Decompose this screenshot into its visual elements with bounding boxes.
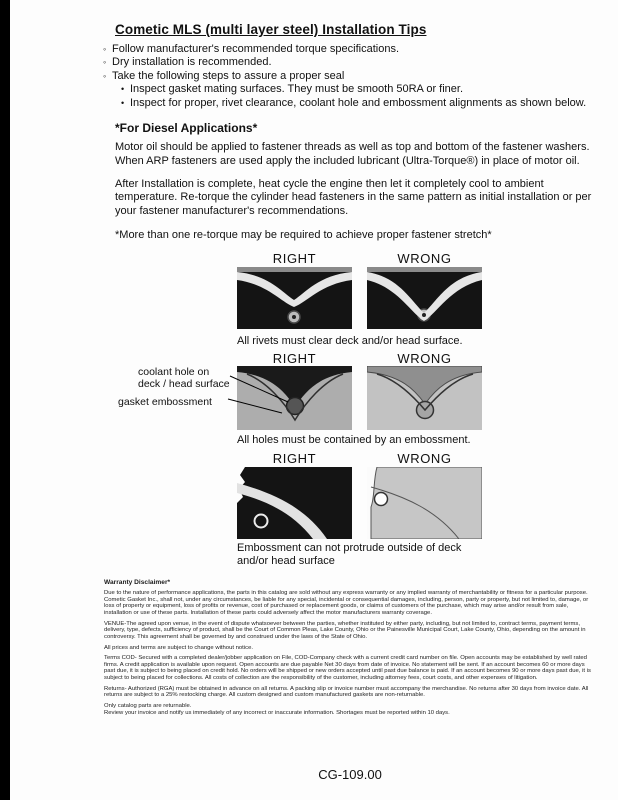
- diagram-caption-row2: All holes must be contained by an embossment.: [237, 433, 471, 446]
- list-item: [103, 70, 595, 82]
- diagram-section: [0, 249, 618, 571]
- list-item: [103, 56, 595, 68]
- protrusion-wrong-diagram: [367, 467, 482, 539]
- wrong-column-label: WRONG: [397, 350, 452, 366]
- filled-bullet-icon: •: [121, 84, 125, 95]
- tip-text: Inspect gasket mating surfaces. They must be smooth 50RA or finer.: [130, 83, 464, 96]
- right-column-label: RIGHT: [272, 350, 317, 366]
- rivet-clearance-right-diagram: [237, 267, 352, 329]
- hole-embossment-wrong-diagram: [367, 366, 482, 430]
- warranty-disclaimer: [104, 579, 592, 717]
- diesel-applications-heading: *For Diesel Applications*: [115, 121, 258, 136]
- diesel-paragraph-2: After Installation is complete, heat cycle the engine then let it completely cool to ambient temperature. Re-torque the cylinder head fasteners in the same pattern as initial installation or per your fastener manufacturer's recommendations.: [115, 177, 592, 218]
- page-code: CG-109.00: [318, 767, 382, 782]
- disclaimer-paragraph: Due to the nature of performance applications, the parts in this catalog are sold without any express warranty or any implied warranty of merchantability or fitness for a particular purpose. Cometic Gasket Inc., shall not, under any circumstances, be liable for any special, incidental or consequential damages, including, person, party or property, but not limited to, damage, or loss of property or equipment, loss of profits or revenue, cost of purchased or replacement goods, or claims of customers of the purchase, which may arise and/or result from sale, installation or use of these parts. Installation of these parts could adversely affect the motor manufacturers warranty coverage.: [104, 590, 589, 617]
- diagram-caption-row3: Embossment can not protrude outside of deck and/or head surface: [237, 541, 462, 568]
- disclaimer-paragraph: All prices and terms are subject to change without notice.: [104, 644, 253, 651]
- open-bullet-icon: ◦: [103, 44, 107, 54]
- tip-text: Follow manufacturer's recommended torque specifications.: [112, 43, 400, 55]
- disclaimer-paragraph: Terms COD- Secured with a completed dealer/jobber application on File, COD-Company check with a current credit card number on file. Open accounts may be established by well rated firms. A credit application is available upon request. Open accounts are due payable Net 30 days from date of invoice. No statement will be sent. If an account becomes 60 or more days past due, it is subject to being placed on credit hold. No orders will be shipped or new orders accepted until past due balance is paid. If an account becomes 90 or more days past due, it is subject to being placed for collections. All costs of collection are the responsibility of the customer, including attorney fees, court costs, and other expenses of litigation.: [104, 655, 591, 681]
- filled-bullet-icon: •: [121, 97, 125, 108]
- open-bullet-icon: ◦: [103, 70, 107, 81]
- wrong-column-label: WRONG: [397, 250, 452, 266]
- list-item: [121, 97, 595, 109]
- list-item: [121, 83, 595, 95]
- coolant-hole-annotation: coolant hole on deck / head surface: [138, 365, 230, 390]
- disclaimer-heading: Warranty Disclaimer*: [104, 578, 171, 586]
- right-column-label: RIGHT: [272, 450, 317, 466]
- right-column-label: RIGHT: [272, 250, 317, 266]
- protrusion-right-diagram: [237, 467, 352, 539]
- disclaimer-paragraph: Only catalog parts are returnable.: [104, 702, 192, 709]
- retorque-note: *More than one re-torque may be required to achieve proper fastener stretch*: [115, 228, 492, 241]
- tip-text: Dry installation is recommended.: [112, 56, 272, 69]
- open-bullet-icon: ◦: [103, 57, 107, 68]
- list-item: [103, 43, 595, 55]
- embossment-annotation: gasket embossment: [118, 395, 212, 408]
- disclaimer-paragraph: Review your invoice and notify us immediately of any incorrect or inaccurate information. Shortages must be reported within 10 days.: [104, 710, 450, 717]
- tip-text: Inspect for proper, rivet clearance, coolant hole and embossment alignments as shown below.: [130, 96, 587, 109]
- diesel-paragraph-1: Motor oil should be applied to fastener threads as well as top and bottom of the fastener washers. When ARP fasteners are used apply the included lubricant (Ultra-Torque®) in place of motor oil.: [115, 141, 590, 167]
- tip-text: Take the following steps to assure a proper seal: [112, 69, 345, 82]
- embossment-hole-icon: [375, 492, 388, 505]
- diagram-caption-row1: All rivets must clear deck and/or head surface.: [237, 334, 463, 347]
- embossment-hole-icon: [255, 514, 268, 527]
- disclaimer-paragraph: Returns- Authorized (RGA) must be obtained in advance on all returns. A packing slip or invoice number must accompany the merchandise. No returns after 30 days from invoice date. All returns are subject to a 25% restocking charge. All custom designed and custom manufactured gaskets are non-returnable.: [104, 685, 589, 699]
- tips-list: [103, 43, 595, 109]
- wrong-column-label: WRONG: [397, 450, 452, 466]
- disclaimer-paragraph: VENUE-The agreed upon venue, in the event of dispute whatsoever between the parties, whether instituted by either party, including, but not limited to, contract terms, payment terms, delivery, type, defects, sufficiency of product, shall be the Court of Common Pleas, Lake County, Ohio or the Painesville Municipal Court, Lake County, Ohio, depending on the amount in controversy. This agreement shall be governed by and construed under the laws of the State of Ohio.: [104, 620, 586, 640]
- rivet-clearance-wrong-diagram: [367, 267, 482, 329]
- annotation-pointer-lines: [222, 366, 300, 424]
- page-title: Cometic MLS (multi layer steel) Installation Tips: [115, 22, 427, 37]
